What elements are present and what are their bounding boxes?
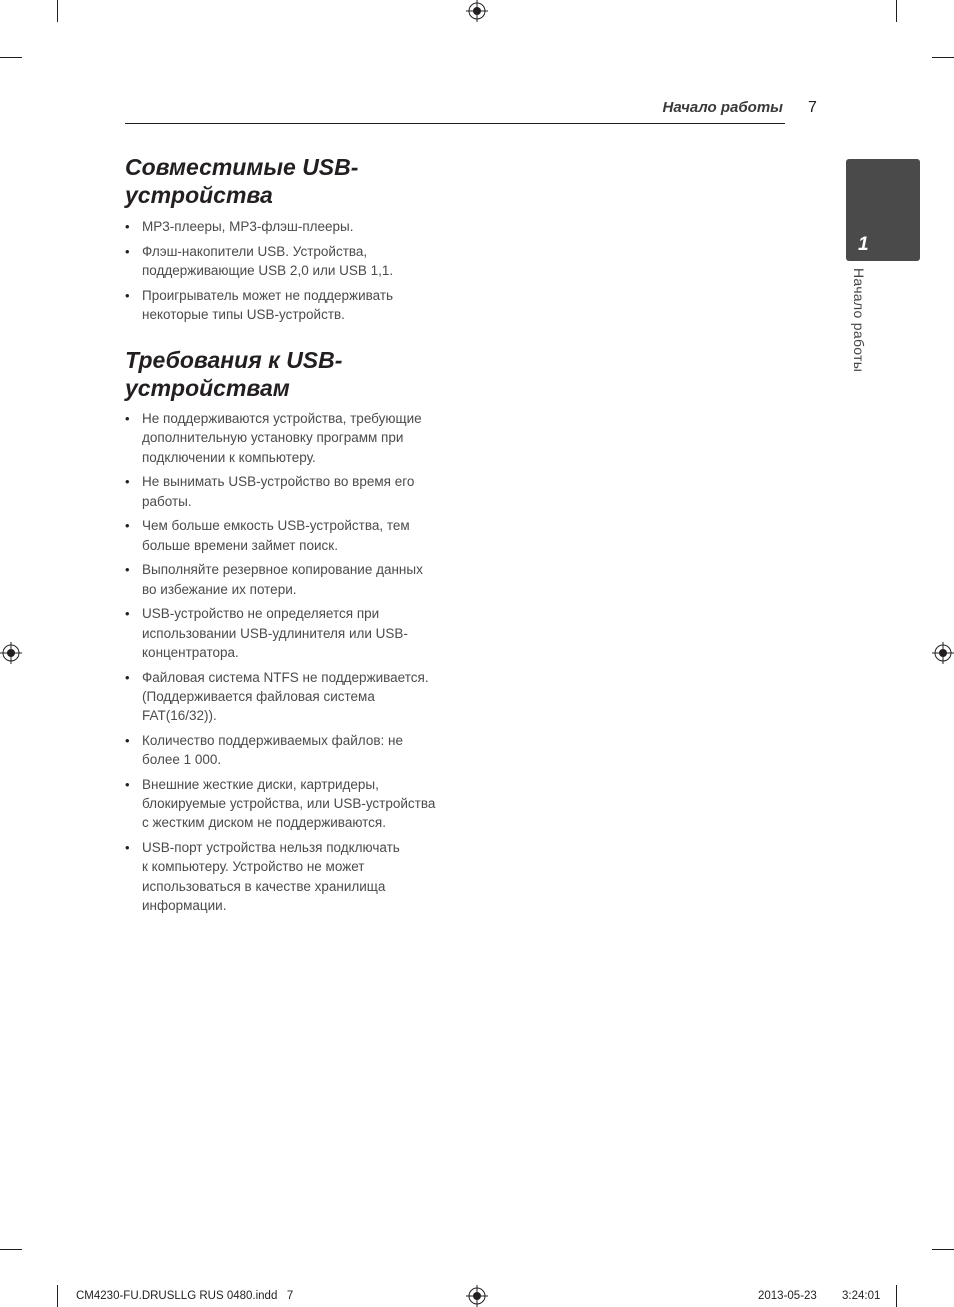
registration-mark-icon xyxy=(466,1285,488,1307)
list-item: • USB-порт устройства нельзя подключать к компьютеру. Устройство не может использоваться в качестве хранилища информации. xyxy=(125,838,465,915)
crop-mark xyxy=(57,1285,58,1307)
list-item: • Проигрыватель может не поддерживать некоторые типы USB-устройств. xyxy=(125,286,465,325)
crop-mark xyxy=(0,1249,22,1250)
crop-mark xyxy=(896,0,897,22)
list-item: • Флэш-накопители USB. Устройства, поддерживающие USB 2,0 или USB 1,1. xyxy=(125,242,465,281)
list-item: • Не вынимать USB-устройство во время его работы. xyxy=(125,472,465,511)
list-item: • USB-устройство не определяется при использовании USB-удлинителя или USB- концентратора. xyxy=(125,604,465,662)
chapter-tab-label: Начало работы xyxy=(851,268,867,373)
list-item: • Файловая система NTFS не поддерживается. (Поддерживается файловая система FAT(16/32)). xyxy=(125,668,465,726)
chapter-number: 1 xyxy=(858,234,869,255)
list-item: • Выполняйте резервное копирование данных во избежание их потери. xyxy=(125,560,465,599)
footer-time: 3:24:01 xyxy=(842,1290,881,1302)
compatible-devices-list xyxy=(125,217,465,330)
list-item: • MP3-плееры, MP3-флэш-плееры. xyxy=(125,217,465,236)
registration-mark-icon xyxy=(0,642,22,664)
crop-mark xyxy=(932,57,954,58)
requirements-list xyxy=(125,409,465,921)
section-title-usb-requirements: Требования к USB- устройствам xyxy=(125,347,343,401)
header-rule xyxy=(125,123,785,124)
crop-mark xyxy=(896,1285,897,1307)
list-item: • Количество поддерживаемых файлов: не более 1 000. xyxy=(125,731,465,770)
crop-mark xyxy=(0,57,22,58)
crop-mark xyxy=(57,0,58,22)
registration-mark-icon xyxy=(932,642,954,664)
list-item: • Чем больше емкость USB-устройства, тем больше времени займет поиск. xyxy=(125,516,465,555)
list-item: • Внешние жесткие диски, картридеры, блокируемые устройства, или USB-устройства с жестким диском не поддерживаются. xyxy=(125,775,465,833)
page-number: 7 xyxy=(808,99,817,116)
registration-mark-icon xyxy=(466,0,488,22)
footer-date: 2013-05-23 xyxy=(758,1290,817,1302)
footer-file-name: CM4230-FU.DRUSLLG RUS 0480.indd 7 xyxy=(76,1290,294,1302)
chapter-tab xyxy=(846,159,920,261)
list-item: • Не поддерживаются устройства, требующие дополнительную установку программ при подключении к компьютеру. xyxy=(125,409,465,467)
section-title-compatible-usb: Совместимые USB- устройства xyxy=(125,154,359,208)
crop-mark xyxy=(932,1249,954,1250)
running-header-title: Начало работы xyxy=(662,99,783,116)
